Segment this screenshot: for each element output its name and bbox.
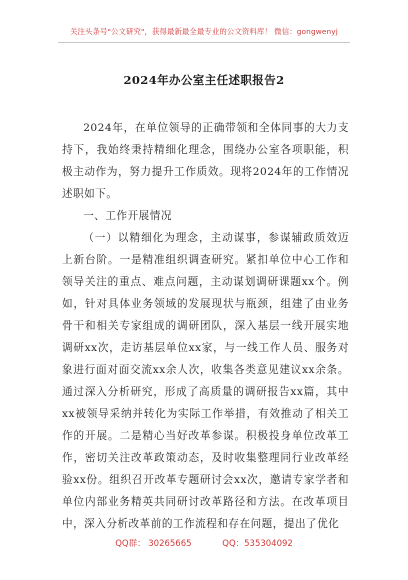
qq-number: QQ：535304092 xyxy=(222,539,293,549)
header-banner: 关注头条号"公文研究"，获得最新最全最专业的公文资料库！ 微信：gongwenyj xyxy=(70,27,338,36)
document-title: 2024年办公室主任述职报告2 xyxy=(123,73,285,87)
qq-group-number: QQ群： 30265665 xyxy=(115,539,192,549)
section-heading: 一、工作开展情况 xyxy=(83,210,172,222)
header-divider xyxy=(58,42,350,43)
footer-contact xyxy=(0,537,408,549)
body-paragraph: （一）以精细化为理念，主动谋事，参谋辅政质效迈上新台阶。一是精准组织调查研究。紧扣单位中心工作和领导关注的重点、难点问题，主动谋划调研课题xx个。例如，针对具体业务领域的发展现状与瓶颈，组建了由业务骨干和相关专家组成的调研团队，深入基层一线开展实地调研xx次，走访基层单位xx家，与一线工作人员、服务对象进行面对面交流xx余人次，收集各类意见建议xx余条。通过深入分析研究，形成了高质量的调研报告xx篇，其中xx被领导采纳并转化为实际工作举措，有效推动了相关工作的开展。二是精心当好改革参谋。积极投身单位改革工作，密切关注改革政策动态，及时收集整理同行业改革经验xx份。组织召开改革专题研讨会xx次，邀请专家学者和单位内部业务精英共同研讨改革路径和方法。在改革项目中，深入分析改革前的工作流程和存在问题，提出了优化 xyxy=(62,232,349,530)
intro-paragraph: 2024年，在单位领导的正确带领和全体同事的大力支持下，我始终秉持精细化理念，围绕办公室各项职能，积极主动作为，努力提升工作质效。现将2024年的工作情况述职如下。 xyxy=(62,122,349,200)
document-body xyxy=(62,117,349,535)
